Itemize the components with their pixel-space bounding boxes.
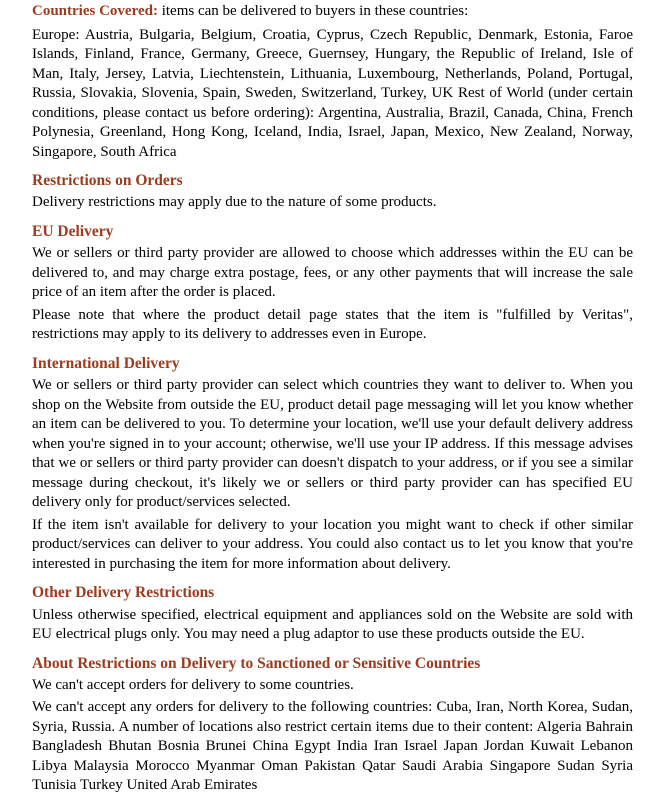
restrictions-on-orders-heading: Restrictions on Orders (32, 172, 183, 189)
eu-delivery-body-2: Please note that where the product detail page states that the item is "fulfilled by Veritas", restrictions may apply to its delivery to addresses even in Europe. (32, 306, 633, 343)
restrictions-on-orders-body: Delivery restrictions may apply due to the nature of some products. (32, 194, 437, 211)
document-page (0, 2, 649, 809)
international-delivery-heading: International Delivery (32, 354, 180, 372)
international-delivery-body-2: If the item isn't available for delivery to your location you might want to check if other similar product/services can deliver to your address. You could also contact us to let you know that you're interested in purchasing the item for more information about delivery. (32, 516, 633, 572)
other-delivery-restrictions-heading: Other Delivery Restrictions (32, 584, 215, 602)
sanctioned-countries-heading: About Restrictions on Delivery to Sanctioned or Sensitive Countries (32, 654, 481, 672)
countries-covered-lead-text: items can be delivered to buyers in these countries: (157, 3, 469, 19)
countries-covered-heading: Countries Covered: (32, 3, 158, 19)
eu-delivery-heading: EU Delivery (32, 222, 114, 240)
sanctioned-countries-body: We can't accept orders for delivery to some countries. (32, 676, 354, 693)
countries-covered-lead (32, 2, 633, 22)
eu-delivery-body: We or sellers or third party provider are allowed to choose which addresses within the EU can be delivered to, and may charge extra postage, fees, or any other payments that will increase the sale price of an item after the order is placed. (32, 245, 633, 301)
countries-covered-body: Europe: Austria, Bulgaria, Belgium, Croatia, Cyprus, Czech Republic, Denmark, Estonia, Faroe Islands, Finland, France, Germany, Greece, Guernsey, Hungary, the Republic of Ireland, Isle of Man, Italy, Jersey, Latvia, Liechtenstein, Lithuania, Luxembourg, Netherlands, Poland, Portugal, Russia, Slovakia, Slovenia, Spain, Sweden, Switzerland, Turkey, UK Rest of World (under certain conditions, please contact us before ordering): Argentina, Australia, Brazil, Canada, China, French Polynesia, Greenland, Hong Kong, Iceland, India, Israel, Japan, Mexico, New Zealand, Norway, Singapore, South Africa (32, 26, 633, 160)
international-delivery-body: We or sellers or third party provider can select which countries they want to deliver to. When you shop on the Website from outside the EU, product detail page messaging will let you know whether an item can be delivered to you. To determine your location, we'll use your default delivery address when you're signed in to your account; otherwise, we'll use your IP address. If this message advises that we or sellers or third party provider can doesn't dispatch to your address, or if you see a similar message during checkout, it's likely we or sellers or third party provider can has specified EU delivery only for product/services selected. (32, 377, 633, 511)
other-delivery-restrictions-body: Unless otherwise specified, electrical equipment and appliances sold on the Website are sold with EU electrical plugs only. You may need a plug adaptor to use these products outside the EU. (32, 606, 633, 642)
sanctioned-countries-body-2: We can't accept any orders for delivery to the following countries: Cuba, Iran, North Korea, Sudan, Syria, Russia. A number of locations also restrict certain items due to their content: Algeria Bahrain Bangladesh Bhutan Bosnia Brunei China Egypt India Iran Israel Japan Jordan Kuwait Lebanon Libya Malaysia Morocco Myanmar Oman Pakistan Qatar Saudi Arabia Singapore Sudan Syria Tunisia Turkey United Arab Emirates (32, 699, 633, 794)
